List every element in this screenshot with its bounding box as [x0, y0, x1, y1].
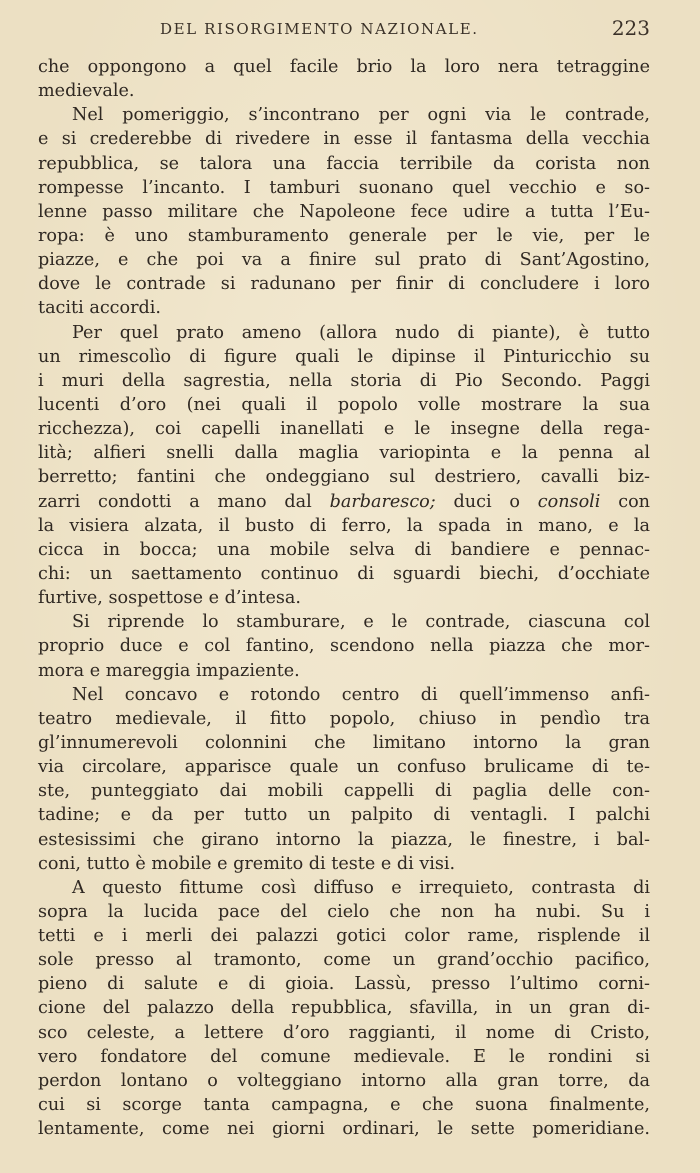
text-line: che oppongono a quel facile brio la loro nera tetraggine	[38, 57, 650, 77]
text-line: e si crederebbe di rivedere in esse il fantasma della vecchia	[38, 129, 650, 150]
text-line: pieno di salute e di gioia. Lassù, presso l’ultimo corni-	[38, 974, 650, 995]
page-number: 223	[611, 16, 650, 40]
text-line: i muri della sagrestia, nella storia di Pio Secondo. Paggi	[38, 370, 650, 391]
text-line: medievale.	[38, 81, 135, 102]
text-line: mora e mareggia impaziente.	[38, 660, 300, 681]
text-line: lità; alfieri snelli dalla maglia variopinta e la penna al	[38, 443, 650, 464]
text-line: cicca in bocca; una mobile selva di bandiere e pennac-	[38, 539, 650, 560]
text-line: tetti e i merli dei palazzi gotici color rame, risplende il	[38, 926, 650, 947]
text-line: sopra la lucida pace del cielo che non ha nubi. Su i	[38, 901, 650, 922]
running-head-title: DEL RISORGIMENTO NAZIONALE.	[160, 20, 479, 38]
text-line: tadine; e da per tutto un palpito di ventagli. I palchi	[38, 805, 650, 826]
text-segment: con	[600, 491, 650, 512]
text-line: dove le contrade si radunano per finir di concludere i loro	[38, 274, 650, 295]
italic-term: consoli	[537, 491, 601, 512]
running-head	[38, 16, 650, 42]
text-line: via circolare, apparisce quale un confuso brulicame di te-	[38, 757, 650, 778]
text-line: rompesse l’incanto. I tamburi suonano quel vecchio e so-	[38, 177, 650, 198]
text-line: un rimescolìo di figure quali le dipinse il Pinturicchio su	[38, 346, 650, 367]
text-line: ricchezza), coi capelli inanellati e le insegne della rega-	[38, 419, 650, 440]
text-line: repubblica, se talora una faccia terribile da corista non	[38, 153, 650, 174]
text-line: perdon lontano o volteggiano intorno alla gran torre, da	[38, 1070, 650, 1091]
text-line: Si riprende lo stamburare, e le contrade, ciascuna col	[72, 612, 650, 633]
text-line: estesissimi che girano intorno la piazza, le finestre, i bal-	[38, 829, 650, 850]
text-line: gl’innumerevoli colonnini che limitano intorno la gran	[38, 732, 650, 753]
text-line: teatro medievale, il fitto popolo, chiuso in pendìo tra	[38, 708, 650, 729]
text-line: A questo fittume così diffuso e irrequieto, contrasta di	[72, 877, 650, 898]
text-line: vero fondatore del comune medievale. E le rondini si	[38, 1046, 650, 1067]
text-line: sole presso al tramonto, come un grand’occhio pacifico,	[38, 950, 650, 971]
text-line: Nel pomeriggio, s’incontrano per ogni via le contrade,	[72, 105, 650, 126]
text-line: coni, tutto è mobile e gremito di teste e di visi.	[38, 853, 456, 874]
text-line: furtive, sospettose e d’intesa.	[38, 588, 301, 609]
text-line: lentamente, come nei giorni ordinari, le sette pomeridiane.	[38, 1119, 650, 1140]
text-line: lenne passo militare che Napoleone fece udire a tutta l’Eu-	[38, 201, 650, 222]
text-line: lucenti d’oro (nei quali il popolo volle mostrare la sua	[38, 394, 650, 415]
italic-term: barbaresco;	[329, 491, 436, 512]
text-segment: zarri condotti a mano dal	[38, 491, 330, 512]
text-line: taciti accordi.	[38, 298, 162, 319]
body-text	[38, 55, 650, 1141]
text-line: ropa: è uno stamburamento generale per le vie, per le	[38, 225, 650, 246]
text-segment: duci o	[435, 491, 538, 512]
text-line: proprio duce e col fantino, scendono nella piazza che mor-	[38, 636, 650, 657]
text-line: cui si scorge tanta campagna, e che suona finalmente,	[38, 1095, 650, 1116]
text-line: berretto; fantini che ondeggiano sul destriero, cavalli biz-	[38, 467, 650, 488]
text-line: Nel concavo e rotondo centro di quell’immenso anfi-	[72, 684, 650, 705]
text-line: cione del palazzo della repubblica, sfavilla, in un gran di-	[38, 998, 650, 1019]
text-line	[38, 490, 650, 514]
text-line: chi: un saettamento continuo di sguardi biechi, d’occhiate	[38, 563, 650, 584]
text-line: la visiera alzata, il busto di ferro, la spada in mano, e la	[38, 515, 650, 536]
text-line: piazze, e che poi va a finire sul prato di Sant’Agostino,	[38, 250, 650, 271]
text-line: Per quel prato ameno (allora nudo di piante), è tutto	[72, 322, 650, 343]
text-line: ste, punteggiato dai mobili cappelli di paglia delle con-	[38, 781, 650, 802]
text-line: sco celeste, a lettere d’oro raggianti, il nome di Cristo,	[38, 1022, 650, 1043]
